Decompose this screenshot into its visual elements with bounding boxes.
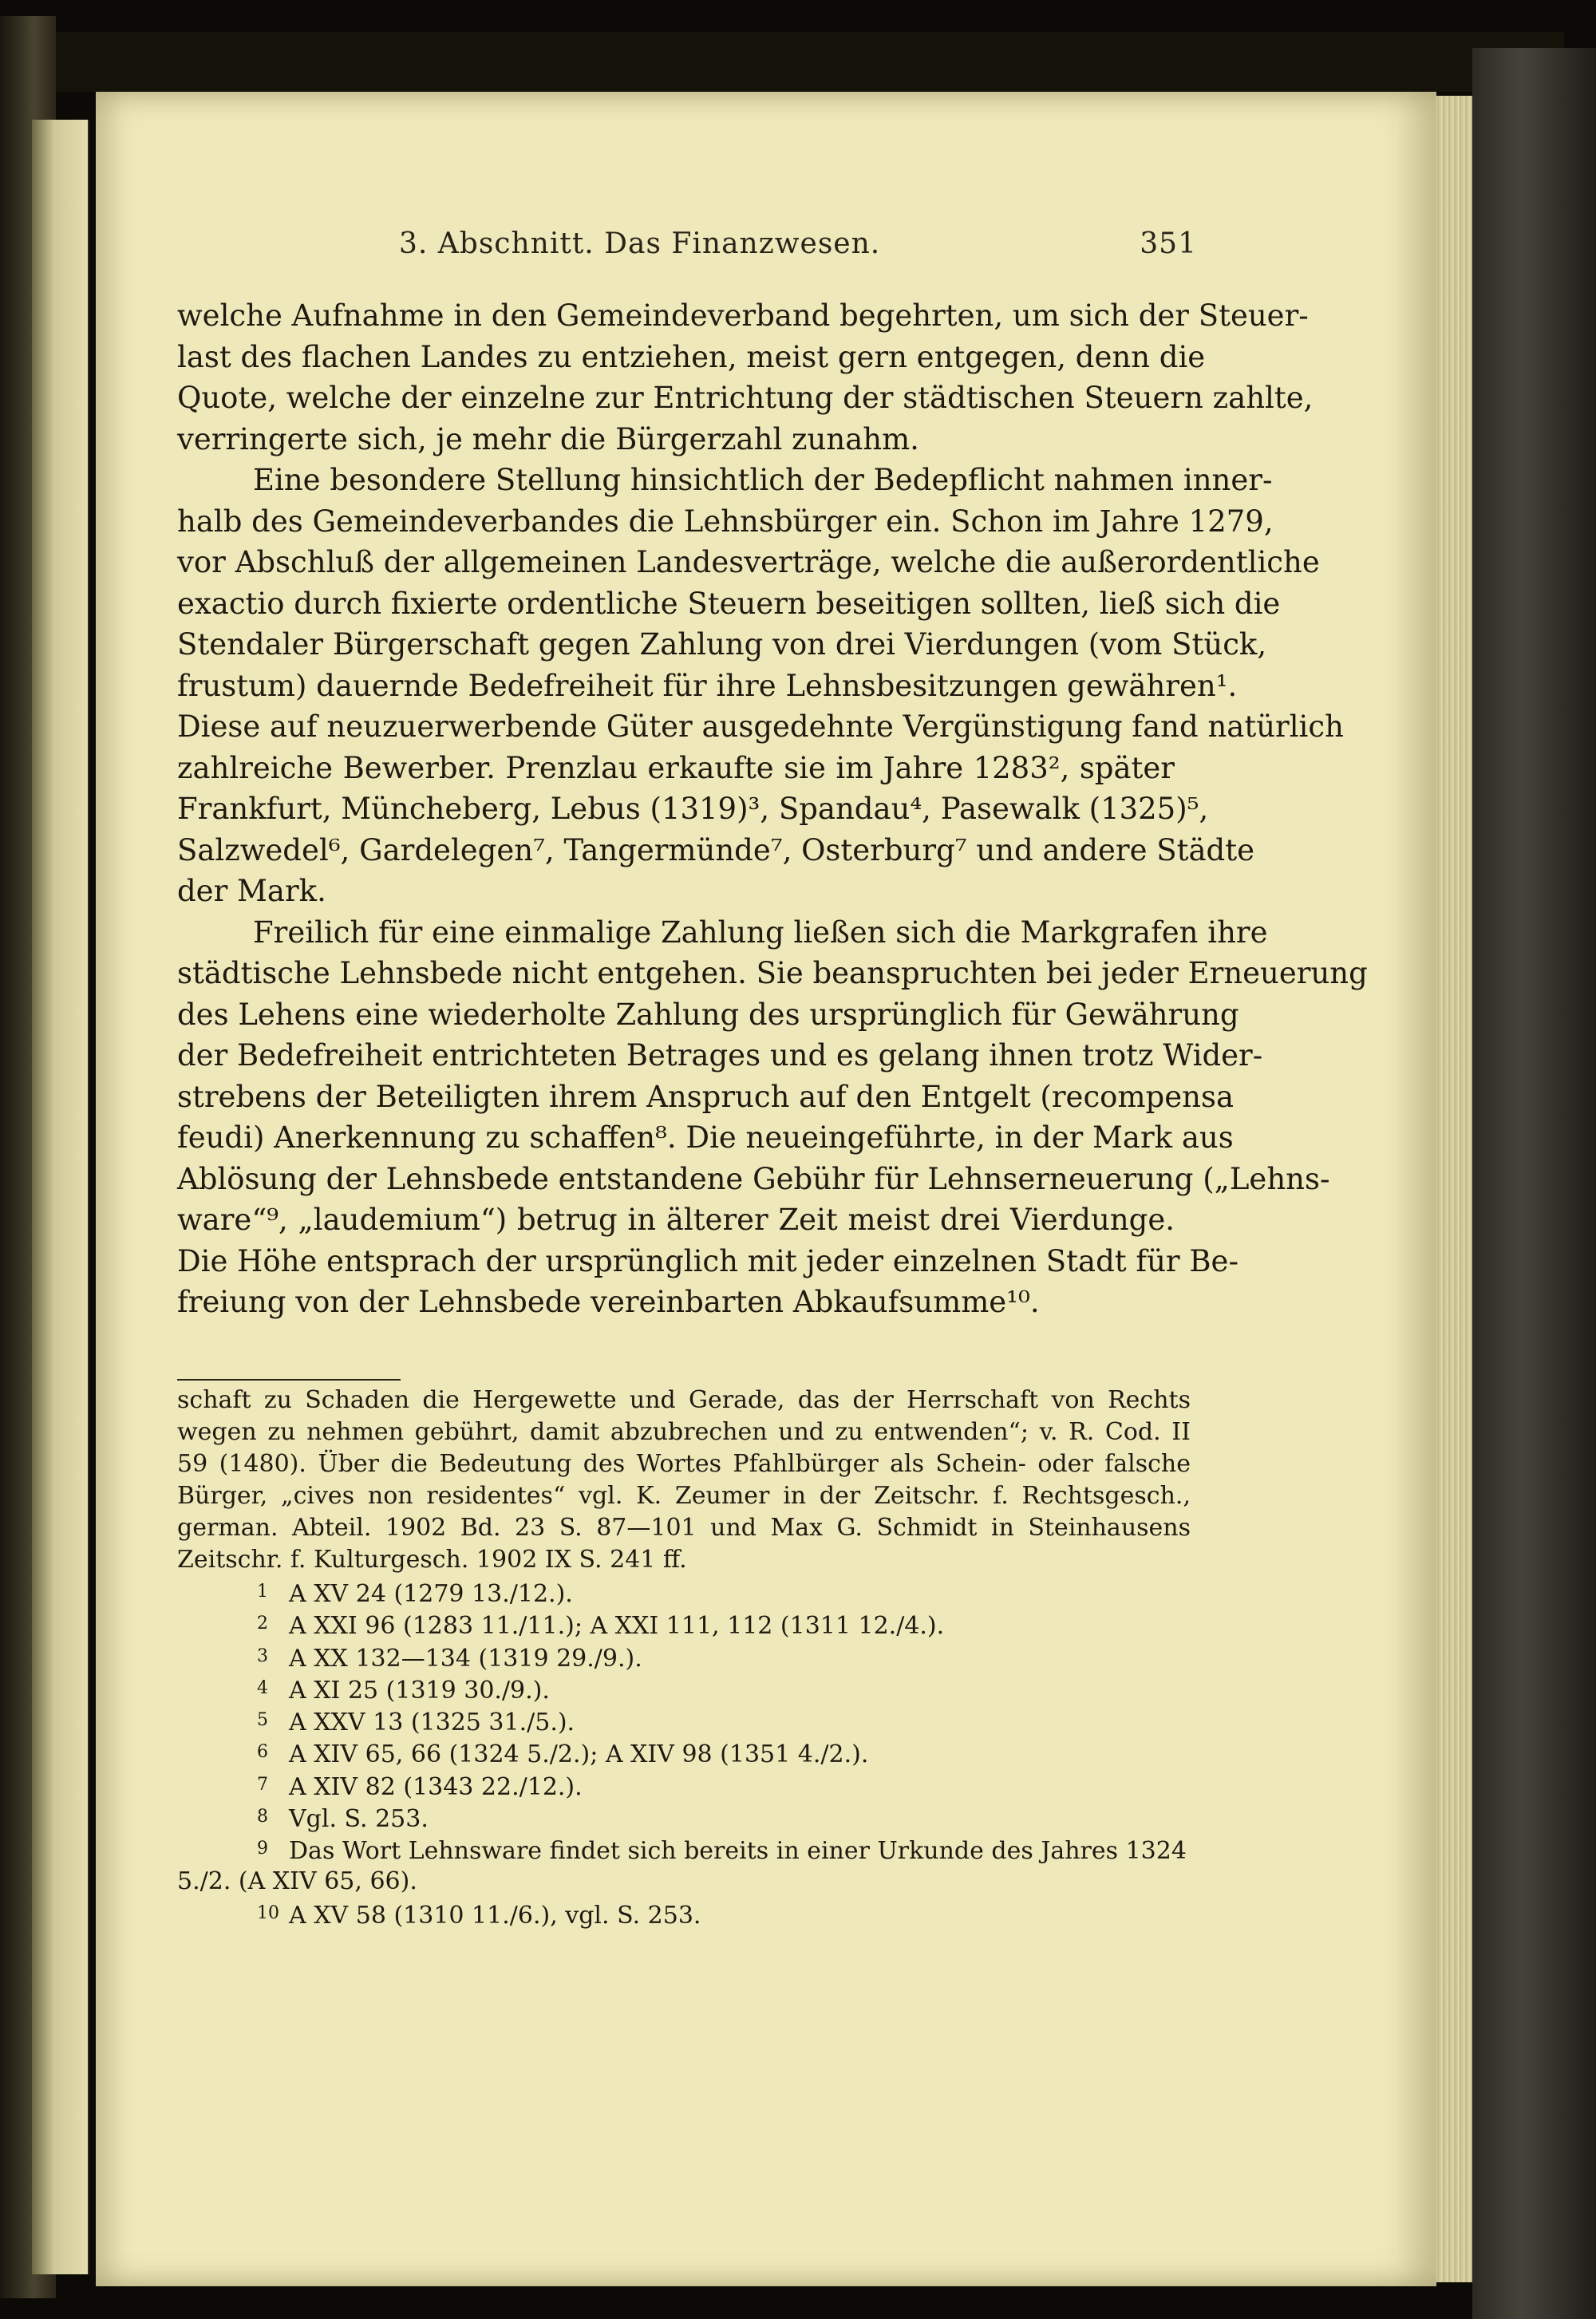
main-text [177, 295, 1368, 1323]
continued-note-line: german. Abteil. 1902 Bd. 23 S. 87—101 und Max G. Schmidt in Steinhausens [177, 1514, 1191, 1542]
footnote [177, 1673, 1191, 1705]
footnotes-section [177, 1385, 1191, 1930]
footnote-number: 9 [257, 1839, 268, 1859]
footnote-text: Das Wort Lehnsware findet sich bereits in einer Urkunde des Jahres 1324 [289, 1837, 1187, 1866]
book-cover-top [48, 32, 1564, 92]
footnote-text: 5./2. (A XIV 65, 66). [177, 1867, 417, 1895]
text-line: exactio durch fixierte ordentliche Steuern beseitigen sollten, ließ sich die [177, 586, 1281, 621]
footnote-number: 1 [257, 1582, 268, 1602]
footnote-text: A XV 58 (1310 11./6.), vgl. S. 253. [289, 1901, 701, 1930]
footnote-text: A XXV 13 (1325 31./5.). [289, 1709, 575, 1737]
text-line: verringerte sich, je mehr die Bürgerzahl zunahm. [177, 421, 919, 456]
continued-note-line: Zeitschr. f. Kulturgesch. 1902 IX S. 241 ff. [177, 1546, 687, 1574]
footnote-continuation [177, 1866, 1191, 1898]
footnote-number: 10 [257, 1902, 279, 1923]
footnote-number: 4 [257, 1677, 268, 1698]
footnote [177, 1608, 1191, 1640]
footnote [177, 1705, 1191, 1736]
footnote-number: 8 [257, 1807, 268, 1827]
text-line: Freilich für eine einmalige Zahlung ließen sich die Markgrafen ihre [253, 915, 1268, 950]
previous-page-edge [32, 120, 89, 2274]
text-line: feudi) Anerkennung zu schaffen⁸. Die neueingeführte, in der Mark aus [177, 1120, 1234, 1155]
footnote-text: A XIV 65, 66 (1324 5./2.); A XIV 98 (1351 4./2.). [289, 1740, 869, 1769]
book-cover-right [1472, 48, 1596, 2319]
footnote-text: A XX 132—134 (1319 29./9.). [289, 1644, 642, 1673]
continued-note-line: Bürger, „cives non residentes“ vgl. K. Zeumer in der Zeitschr. f. Rechtsgesch., [177, 1482, 1191, 1510]
footnote [177, 1641, 1191, 1673]
continued-note-line: schaft zu Schaden die Hergewette und Gerade, das der Herrschaft von Rechts [177, 1386, 1191, 1414]
text-line: Eine besondere Stellung hinsichtlich der Bedepflicht nahmen inner- [253, 463, 1273, 497]
text-line: Diese auf neuzuerwerbende Güter ausgedehnte Vergünstigung fand natürlich [177, 709, 1344, 744]
text-line: der Mark. [177, 874, 326, 908]
text-line: freiung von der Lehnsbede vereinbarten Abkaufsumme¹⁰. [177, 1285, 1040, 1319]
continued-note-line: wegen zu nehmen gebührt, damit abzubrechen und zu entwenden“; v. R. Cod. II [177, 1418, 1191, 1446]
footnote-number: 6 [257, 1742, 268, 1763]
footnote-text: A XV 24 (1279 13./12.). [289, 1580, 573, 1608]
text-line: strebens der Beteiligten ihrem Anspruch auf den Entgelt (recompensa [177, 1079, 1234, 1114]
footnote-text: A XI 25 (1319 30./9.). [289, 1676, 550, 1705]
text-line: Frankfurt, Müncheberg, Lebus (1319)³, Spandau⁴, Pasewalk (1325)⁵, [177, 792, 1209, 826]
text-line: Quote, welche der einzelne zur Entrichtung der städtischen Steuern zahlte, [177, 381, 1314, 415]
text-line: frustum) dauernde Bedefreiheit für ihre Lehnsbesitzungen gewähren¹. [177, 668, 1238, 703]
footnote [177, 1898, 1191, 1930]
text-line: zahlreiche Bewerber. Prenzlau erkaufte sie im Jahre 1283², später [177, 750, 1175, 785]
chapter-title: 3. Abschnitt. Das Finanzwesen. [399, 227, 881, 260]
footnote-text: Vgl. S. 253. [289, 1805, 429, 1834]
text-line: vor Abschluß der allgemeinen Landesverträge, welche die außerordentliche [177, 545, 1320, 579]
text-line: welche Aufnahme in den Gemeindeverband begehrten, um sich der Steuer- [177, 298, 1309, 333]
footnote-number: 2 [257, 1614, 268, 1634]
footnote [177, 1801, 1191, 1833]
text-line: Salzwedel⁶, Gardelegen⁷, Tangermünde⁷, Osterburg⁷ und andere Städte [177, 832, 1254, 867]
text-line: Ablösung der Lehnsbede entstandene Gebühr für Lehnserneuerung („Lehns- [177, 1161, 1330, 1196]
footnote-rule [177, 1379, 401, 1381]
footnote-number: 7 [257, 1774, 268, 1795]
text-line: halb des Gemeindeverbandes die Lehnsbürger ein. Schon im Jahre 1279, [177, 504, 1274, 539]
footnote-number: 3 [257, 1645, 268, 1666]
text-line: der Bedefreiheit entrichteten Betrages und es gelang ihnen trotz Wider- [177, 1038, 1263, 1073]
running-head [399, 227, 1197, 266]
text-line: Stendaler Bürgerschaft gegen Zahlung von drei Vierdungen (vom Stück, [177, 627, 1267, 662]
footnote-number: 5 [257, 1710, 268, 1731]
footnote-text: A XIV 82 (1343 22./12.). [289, 1772, 583, 1801]
text-line: last des flachen Landes zu entziehen, meist gern entgegen, denn die [177, 339, 1206, 374]
text-line: Die Höhe entsprach der ursprünglich mit jeder einzelnen Stadt für Be- [177, 1243, 1238, 1278]
text-line: des Lehens eine wiederholte Zahlung des ursprünglich für Gewährung [177, 997, 1239, 1032]
page-number: 351 [1140, 227, 1197, 260]
text-line: ware“⁹, „laudemium“) betrug in älterer Zeit meist drei Vierdunge. [177, 1203, 1175, 1237]
footnote-text: A XXI 96 (1283 11./11.); A XXI 111, 112 (1311 12./4.). [289, 1612, 945, 1641]
continued-note-line: 59 (1480). Über die Bedeutung des Wortes Pfahlbürger als Schein- oder falsche [177, 1450, 1191, 1478]
footnote [177, 1833, 1191, 1865]
footnote [177, 1736, 1191, 1768]
text-line: städtische Lehnsbede nicht entgehen. Sie beanspruchten bei jeder Erneuerung [177, 956, 1368, 990]
footnote [177, 1769, 1191, 1801]
footnote [177, 1576, 1191, 1608]
